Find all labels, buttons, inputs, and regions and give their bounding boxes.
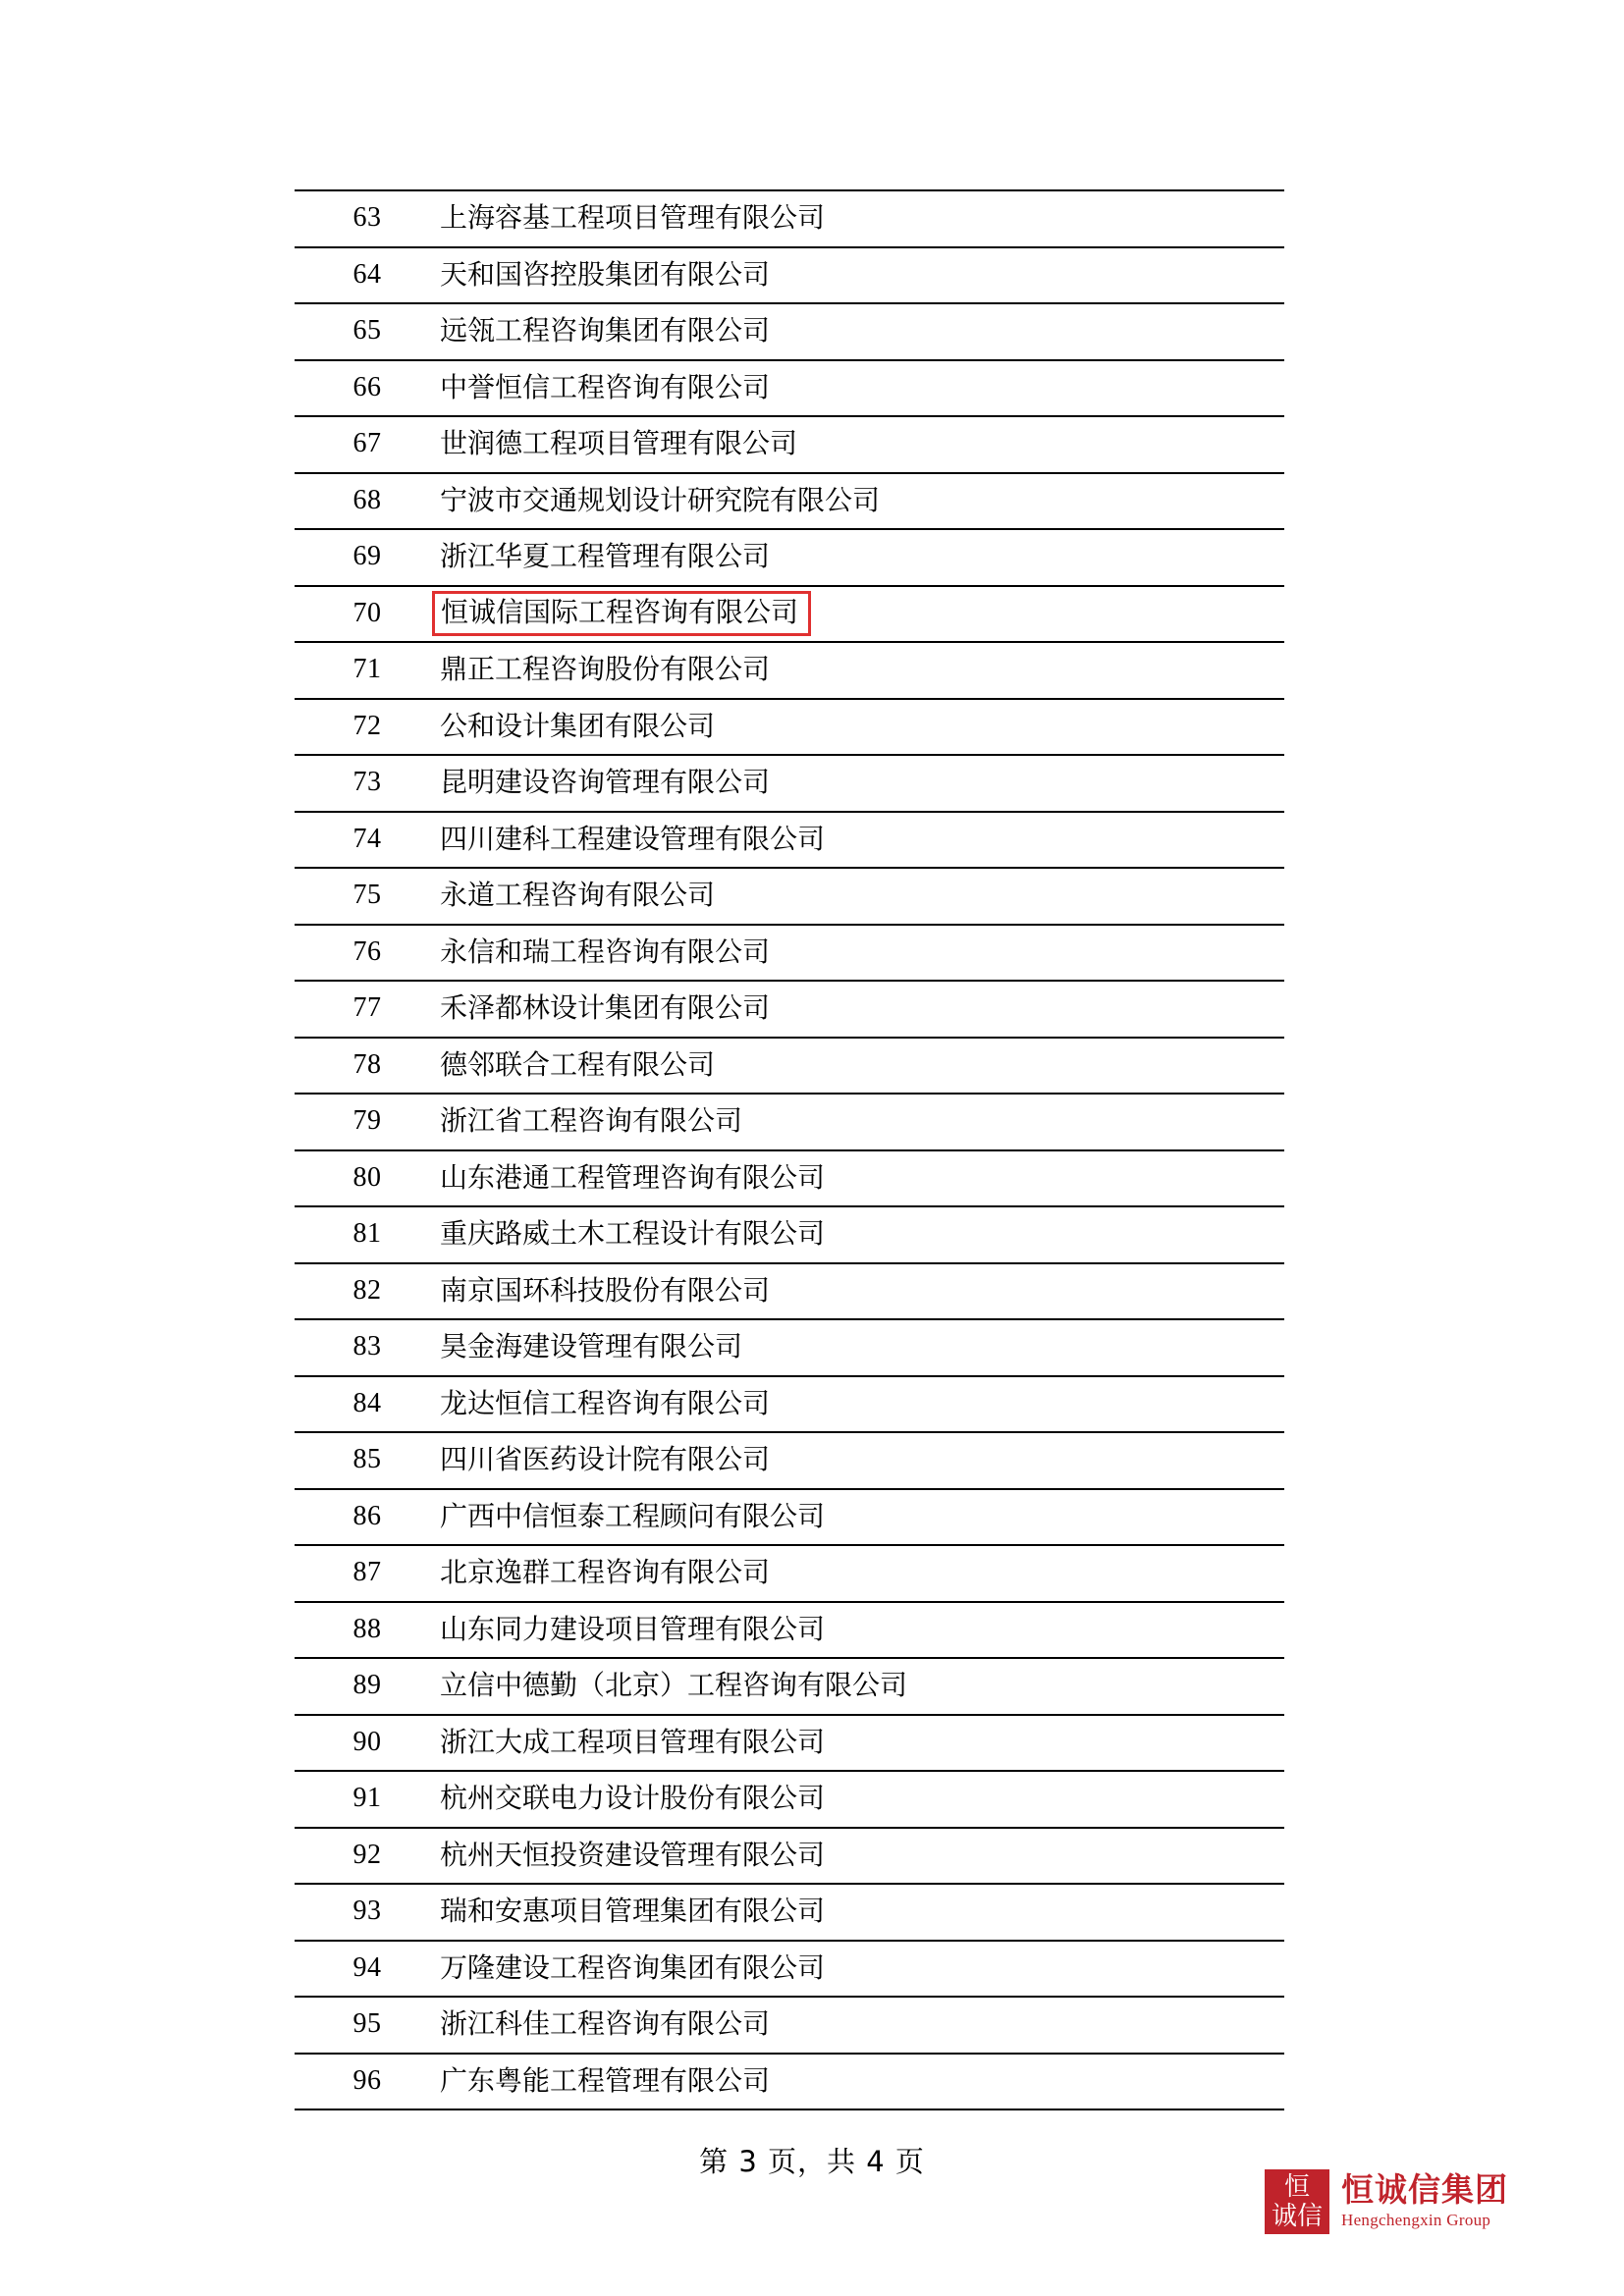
row-index-cell: 70 [295,586,440,643]
logo-name-cn: 恒诚信集团 [1341,2169,1508,2209]
table-row [295,1206,1284,1263]
row-index-cell: 68 [295,473,440,530]
company-name-cell: 四川建科工程建设管理有限公司 [440,812,1284,869]
company-logo-watermark [1265,2169,1508,2234]
company-name-cell: 北京逸群工程咨询有限公司 [440,1545,1284,1602]
row-index-cell: 95 [295,1997,440,2054]
company-name-cell: 公和设计集团有限公司 [440,699,1284,756]
row-index-cell: 92 [295,1828,440,1885]
company-name-cell: 山东港通工程管理咨询有限公司 [440,1150,1284,1207]
table-body [295,190,1284,2109]
row-index-cell: 89 [295,1658,440,1715]
row-index-cell: 82 [295,1263,440,1320]
company-name-cell: 远瓴工程咨询集团有限公司 [440,303,1284,360]
company-name-cell: 天和国咨控股集团有限公司 [440,247,1284,304]
table-row [295,1997,1284,2054]
row-index-cell: 79 [295,1094,440,1150]
row-index-cell: 69 [295,529,440,586]
row-index-cell: 63 [295,190,440,247]
row-index-cell: 86 [295,1489,440,1546]
company-name-cell: 广西中信恒泰工程顾问有限公司 [440,1489,1284,1546]
company-name-cell: 杭州天恒投资建设管理有限公司 [440,1828,1284,1885]
table-row [295,360,1284,417]
row-index-cell: 94 [295,1941,440,1998]
row-index-cell: 76 [295,925,440,982]
table-row [295,699,1284,756]
table-row [295,1602,1284,1659]
company-name-cell: 南京国环科技股份有限公司 [440,1263,1284,1320]
company-name-cell: 重庆路威土木工程设计有限公司 [440,1206,1284,1263]
company-name-cell: 浙江科佳工程咨询有限公司 [440,1997,1284,2054]
company-name-cell: 浙江华夏工程管理有限公司 [440,529,1284,586]
company-name-cell: 鼎正工程咨询股份有限公司 [440,642,1284,699]
company-name-cell: 广东粤能工程管理有限公司 [440,2054,1284,2110]
row-index-cell: 74 [295,812,440,869]
row-index-cell: 91 [295,1771,440,1828]
company-name-cell: 瑞和安惠项目管理集团有限公司 [440,1884,1284,1941]
company-name-cell: 杭州交联电力设计股份有限公司 [440,1771,1284,1828]
table-row [295,1941,1284,1998]
logo-text-block [1341,2169,1508,2230]
table-row [295,1715,1284,1772]
table-row [295,755,1284,812]
logo-mark-line1: 恒 [1283,2172,1310,2202]
company-list-table [295,189,1284,2110]
row-index-cell: 67 [295,416,440,473]
table-row [295,1094,1284,1150]
highlighted-company-name: 恒诚信国际工程咨询有限公司 [432,591,811,636]
company-name-cell: 万隆建设工程咨询集团有限公司 [440,1941,1284,1998]
table-row [295,1263,1284,1320]
row-index-cell: 87 [295,1545,440,1602]
company-name-cell: 四川省医药设计院有限公司 [440,1432,1284,1489]
row-index-cell: 75 [295,868,440,925]
row-index-cell: 81 [295,1206,440,1263]
logo-mark-icon [1265,2169,1329,2234]
table-row [295,2054,1284,2110]
table-row [295,247,1284,304]
company-name-cell: 永道工程咨询有限公司 [440,868,1284,925]
company-name-cell: 永信和瑞工程咨询有限公司 [440,925,1284,982]
logo-mark-line2: 诚信 [1271,2202,1323,2231]
row-index-cell: 96 [295,2054,440,2110]
table-row [295,190,1284,247]
row-index-cell: 90 [295,1715,440,1772]
table-row [295,812,1284,869]
table-row [295,473,1284,530]
company-name-cell: 浙江省工程咨询有限公司 [440,1094,1284,1150]
company-name-cell: 上海容基工程项目管理有限公司 [440,190,1284,247]
table-row [295,1658,1284,1715]
company-name-cell: 中誉恒信工程咨询有限公司 [440,360,1284,417]
table-row [295,1376,1284,1433]
table-row [295,1884,1284,1941]
table-row [295,925,1284,982]
table-row [295,642,1284,699]
table-row [295,868,1284,925]
table-row [295,1489,1284,1546]
company-name-cell: 浙江大成工程项目管理有限公司 [440,1715,1284,1772]
table-row [295,1038,1284,1095]
row-index-cell: 73 [295,755,440,812]
company-name-cell: 昆明建设咨询管理有限公司 [440,755,1284,812]
table-row [295,529,1284,586]
row-index-cell: 78 [295,1038,440,1095]
row-index-cell: 93 [295,1884,440,1941]
row-index-cell: 88 [295,1602,440,1659]
company-name-cell: 山东同力建设项目管理有限公司 [440,1602,1284,1659]
company-name-cell: 昊金海建设管理有限公司 [440,1319,1284,1376]
company-name-cell: 德邻联合工程有限公司 [440,1038,1284,1095]
row-index-cell: 64 [295,247,440,304]
company-name-cell: 龙达恒信工程咨询有限公司 [440,1376,1284,1433]
logo-name-en: Hengchengxin Group [1341,2210,1491,2229]
company-list-table-wrap [295,189,1284,2110]
table-row [295,586,1284,643]
table-row [295,1319,1284,1376]
table-row [295,1828,1284,1885]
table-row [295,981,1284,1038]
company-name-cell: 宁波市交通规划设计研究院有限公司 [440,473,1284,530]
row-index-cell: 66 [295,360,440,417]
company-name-cell: 世润德工程项目管理有限公司 [440,416,1284,473]
row-index-cell: 77 [295,981,440,1038]
table-row [295,1771,1284,1828]
table-row [295,1432,1284,1489]
company-name-cell [440,586,1284,643]
table-row [295,1545,1284,1602]
row-index-cell: 71 [295,642,440,699]
row-index-cell: 80 [295,1150,440,1207]
row-index-cell: 65 [295,303,440,360]
table-row [295,1150,1284,1207]
row-index-cell: 85 [295,1432,440,1489]
table-row [295,303,1284,360]
company-name-cell: 立信中德勤（北京）工程咨询有限公司 [440,1658,1284,1715]
row-index-cell: 84 [295,1376,440,1433]
page-number-label: 第 3 页，共 4 页 [699,2145,925,2178]
row-index-cell: 72 [295,699,440,756]
company-name-cell: 禾泽都林设计集团有限公司 [440,981,1284,1038]
row-index-cell: 83 [295,1319,440,1376]
table-row [295,416,1284,473]
